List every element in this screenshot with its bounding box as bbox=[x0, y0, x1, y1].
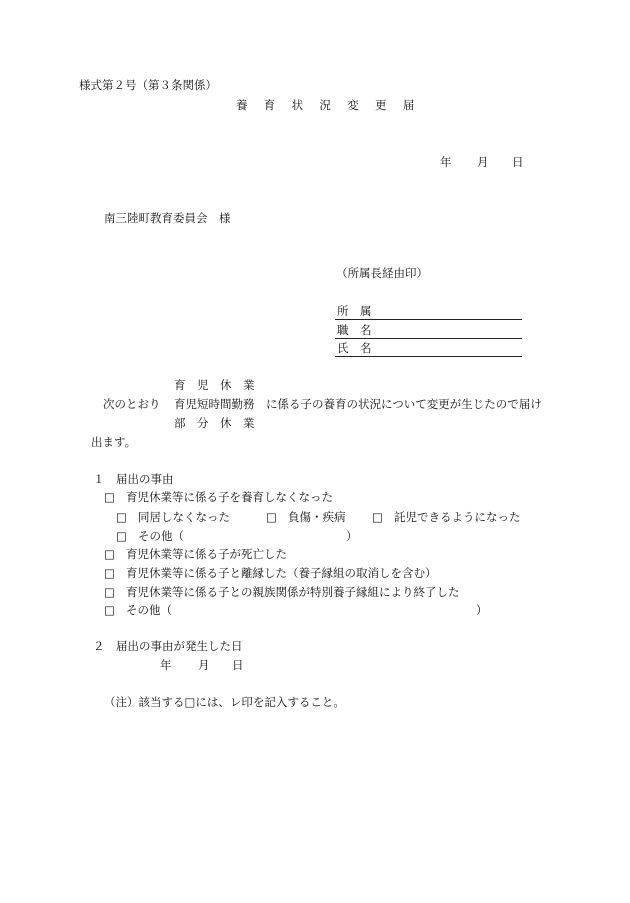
date-year-label: 年 bbox=[440, 155, 452, 169]
leave-type-childcare[interactable]: 育 児 休 業 bbox=[174, 378, 255, 392]
checkbox-icon[interactable]: □ bbox=[104, 547, 115, 561]
reason-special-adoption[interactable]: □ 育児休業等に係る子との親族関係が特別養子縁組により終了した bbox=[104, 585, 460, 599]
checkbox-icon[interactable]: □ bbox=[104, 585, 115, 599]
checkbox-icon[interactable]: □ bbox=[104, 490, 115, 504]
occurrence-month-label: 月 bbox=[198, 658, 210, 672]
subreason-childcare-available[interactable]: □ 託児できるようになった bbox=[372, 510, 521, 524]
name-field[interactable] bbox=[335, 356, 522, 357]
via-note: （所属長経由印） bbox=[336, 266, 428, 280]
position-label: 職 名 bbox=[337, 323, 372, 337]
checkbox-icon[interactable]: □ bbox=[116, 510, 127, 524]
leave-type-short-hours[interactable]: 育児短時間勤務 bbox=[174, 397, 255, 411]
subreason-other[interactable]: □ その他（ bbox=[116, 529, 184, 543]
affiliation-label: 所 属 bbox=[337, 304, 372, 318]
form-number: 様式第２号（第３条関係） bbox=[79, 78, 217, 92]
subreason-injury-illness[interactable]: □ 負傷・疾病 bbox=[266, 510, 346, 524]
date-month-label: 月 bbox=[477, 155, 489, 169]
affiliation-field[interactable] bbox=[335, 319, 522, 320]
section1-heading: １ 届出の事由 bbox=[93, 472, 174, 486]
checkbox-icon[interactable]: □ bbox=[104, 566, 115, 580]
checkbox-icon[interactable]: □ bbox=[372, 510, 383, 524]
date-day-label: 日 bbox=[512, 155, 524, 169]
name-label: 氏 名 bbox=[337, 341, 372, 355]
reason-other-close: ） bbox=[476, 603, 488, 617]
occurrence-day-label: 日 bbox=[232, 658, 244, 672]
checkbox-icon[interactable]: □ bbox=[116, 529, 127, 543]
occurrence-year-label: 年 bbox=[160, 658, 172, 672]
footnote: （注）該当する□には、レ印を記入すること。 bbox=[104, 695, 345, 709]
reason-no-longer-raising[interactable]: □ 育児休業等に係る子を養育しなくなった bbox=[104, 490, 333, 504]
leave-type-partial[interactable]: 部 分 休 業 bbox=[174, 416, 255, 430]
statement-continuation: 出ます。 bbox=[91, 435, 137, 449]
statement-prefix: 次のとおり bbox=[103, 397, 161, 411]
reason-other[interactable]: □ その他（ bbox=[104, 603, 172, 617]
position-field[interactable] bbox=[335, 338, 522, 339]
subreason-not-living-together[interactable]: □ 同居しなくなった bbox=[116, 510, 230, 524]
addressee: 南三陸町教育委員会 様 bbox=[104, 211, 231, 225]
checkbox-icon[interactable]: □ bbox=[104, 603, 115, 617]
subreason-other-close: ） bbox=[346, 529, 358, 543]
checkbox-icon[interactable]: □ bbox=[266, 510, 277, 524]
reason-adoption-dissolved[interactable]: □ 育児休業等に係る子と離縁した（養子縁組の取消しを含む） bbox=[104, 566, 437, 580]
reason-child-died[interactable]: □ 育児休業等に係る子が死亡した bbox=[104, 547, 287, 561]
form-title: 養 育 状 況 変 更 届 bbox=[236, 98, 421, 112]
section2-heading: ２ 届出の事由が発生した日 bbox=[93, 639, 243, 653]
statement-suffix: に係る子の養育の状況について変更が生じたので届け bbox=[266, 397, 542, 411]
